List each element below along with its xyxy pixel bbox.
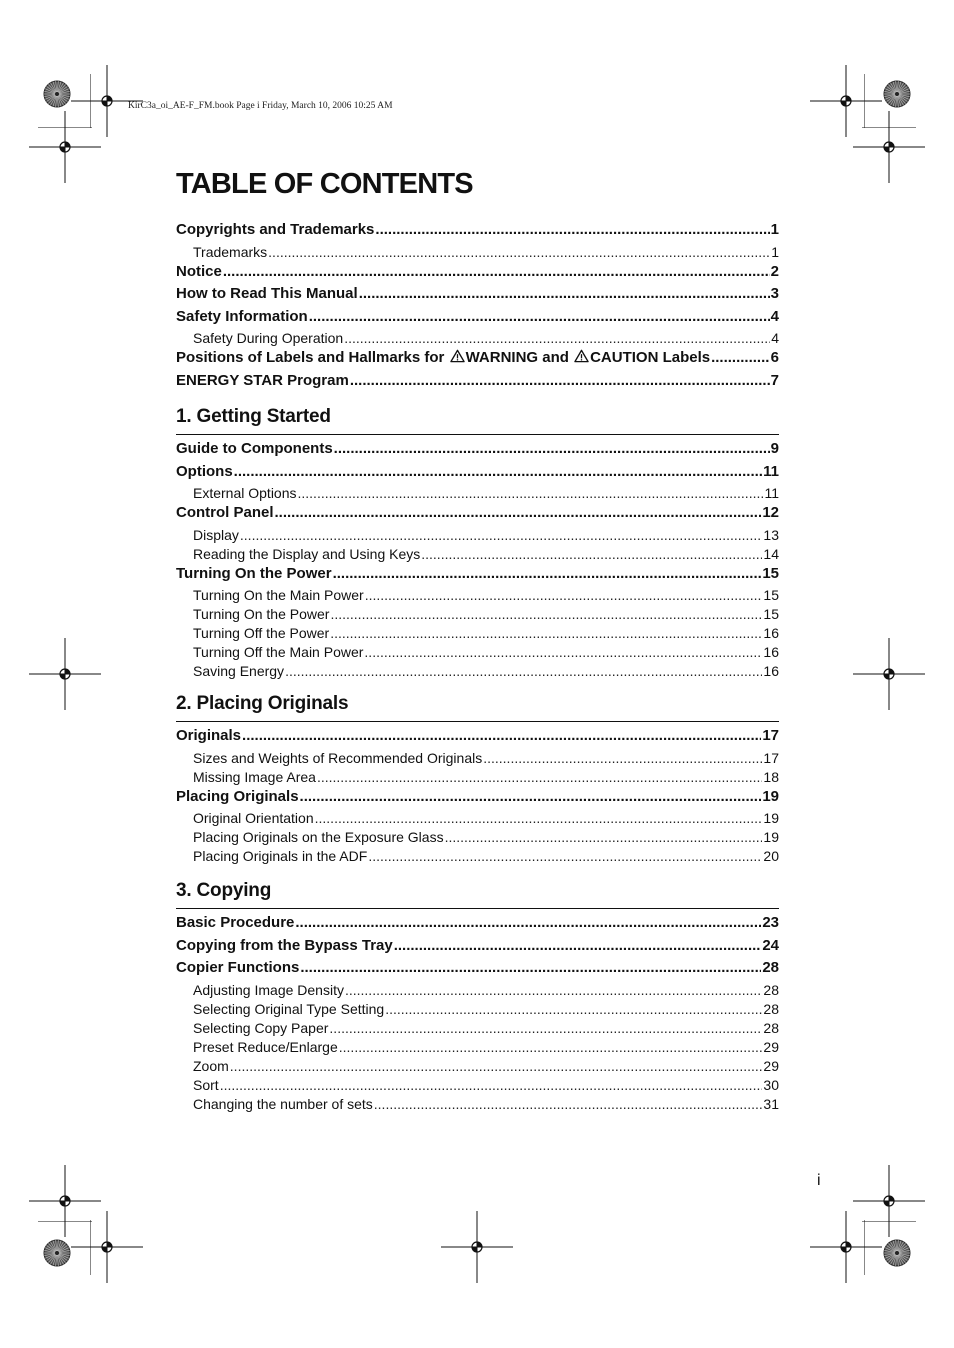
toc-entry-title: Zoom: [193, 1057, 229, 1074]
toc-entry-title: Placing Originals in the ADF: [193, 848, 368, 864]
dot-leader: [295, 914, 761, 931]
crop-line: [90, 1220, 92, 1276]
toc-subentry[interactable]: [176, 1039, 779, 1058]
toc-page-number: 4: [770, 307, 779, 325]
dot-leader: [220, 1077, 763, 1093]
toc-page-number: 16: [763, 663, 779, 679]
dot-leader: [300, 788, 762, 805]
toc-entry-title: Guide to Components: [176, 440, 333, 457]
toc-page-number: 14: [763, 545, 779, 562]
toc-subentry[interactable]: [176, 848, 779, 867]
dot-leader: [365, 587, 763, 603]
toc-entry[interactable]: [176, 959, 779, 982]
toc-page-number: 29: [763, 1038, 779, 1055]
toc-subentry[interactable]: [176, 769, 779, 788]
toc-entry-title-part: CAUTION Labels: [590, 349, 711, 366]
toc-entry-title: Turning On the Main Power: [193, 587, 364, 603]
toc-entry-title: Turning Off the Main Power: [193, 644, 364, 660]
dot-leader: [333, 565, 762, 582]
toc-page-number: 28: [763, 1019, 779, 1036]
toc-entry-title: [176, 349, 710, 366]
toc-subentry[interactable]: [176, 829, 779, 848]
toc-subentry[interactable]: [176, 546, 779, 565]
toc-entry-title: Changing the number of sets: [193, 1095, 373, 1112]
toc-page-number: 12: [762, 504, 779, 521]
toc-page-number: 19: [763, 829, 779, 845]
toc-page-number: 18: [763, 768, 779, 785]
warning-triangle-icon: [450, 349, 465, 363]
dot-leader: [285, 663, 762, 679]
dot-leader: [334, 440, 770, 457]
toc-entry[interactable]: [176, 263, 779, 286]
toc-entry[interactable]: [176, 565, 779, 588]
toc-entry-title: Preset Reduce/Enlarge: [193, 1038, 338, 1055]
dot-leader: [345, 982, 762, 998]
dot-leader: [368, 848, 762, 864]
toc-entry-title: Turning On the Power: [176, 564, 332, 582]
chapter-title: 2. Placing Originals: [176, 693, 779, 722]
registration-crosshair-icon: [853, 638, 925, 710]
dot-leader: [242, 727, 761, 744]
toc-entry-title: Safety Information: [176, 307, 308, 325]
chapter-section: [176, 880, 779, 1115]
starburst-target-icon: [43, 1239, 71, 1267]
toc-page-number: 1: [770, 221, 779, 238]
dot-leader: [329, 1020, 762, 1036]
toc-page-number: 11: [764, 485, 779, 501]
toc-entry-title: Copying from the Bypass Tray: [176, 936, 393, 954]
toc-page-number: 17: [762, 727, 779, 744]
dot-leader: [359, 285, 770, 302]
toc-page-number: 29: [763, 1057, 779, 1074]
toc-page-number: 20: [763, 848, 779, 864]
dot-leader: [230, 1058, 763, 1074]
toc-entry-title: Copyrights and Trademarks: [176, 221, 375, 238]
warning-triangle-icon: [574, 349, 589, 363]
toc-entry-title: Basic Procedure: [176, 914, 295, 931]
toc-page-number: 19: [762, 787, 779, 805]
toc-page-number: 11: [763, 462, 779, 480]
toc-entry-title: Original Orientation: [193, 810, 314, 826]
toc-page-number: 9: [770, 440, 779, 457]
toc-entry-title: Missing Image Area: [193, 768, 316, 785]
toc-page-number: 17: [763, 749, 779, 766]
dot-leader: [350, 372, 770, 389]
toc-page-number: 15: [763, 606, 779, 622]
crop-line: [90, 74, 92, 129]
crop-line: [864, 74, 866, 129]
dot-leader: [298, 485, 764, 501]
dot-leader: [344, 330, 770, 346]
dot-leader: [445, 829, 763, 845]
toc-page-number: 15: [762, 564, 779, 582]
toc-subentry[interactable]: [176, 982, 779, 1001]
dot-leader: [483, 750, 762, 766]
toc-entry-title: Copier Functions: [176, 959, 300, 976]
toc-entry-title: Saving Energy: [193, 663, 285, 679]
toc-entry-title: Turning On the Power: [193, 606, 330, 622]
chapter-title: 1. Getting Started: [176, 406, 779, 435]
toc-subentry[interactable]: [176, 485, 779, 504]
toc-entry[interactable]: [176, 727, 779, 750]
toc-subentry[interactable]: [176, 606, 779, 625]
toc-subentry[interactable]: [176, 663, 779, 682]
dot-leader: [330, 625, 762, 641]
chapter-title: 3. Copying: [176, 880, 779, 909]
dot-leader: [364, 644, 762, 660]
toc-entry[interactable]: [176, 308, 779, 331]
front-matter-toc: [176, 221, 779, 394]
toc-subentry[interactable]: [176, 644, 779, 663]
toc-entry-title: Turning Off the Power: [193, 625, 330, 641]
dot-leader: [234, 463, 762, 480]
print-file-header: KirC3a_oi_AE-F_FM.book Page i Friday, March 10, 2006 10:25 AM: [128, 101, 393, 111]
toc-subentry[interactable]: [176, 1058, 779, 1077]
crop-line: [864, 1220, 866, 1276]
toc-page-number: 30: [763, 1076, 779, 1093]
dot-leader: [374, 1096, 763, 1112]
chapter-section: [176, 406, 779, 682]
toc-subentry[interactable]: [176, 330, 779, 349]
toc-page-number: 3: [770, 285, 779, 302]
toc-page-number: 16: [763, 644, 779, 660]
toc-page-number: 16: [763, 625, 779, 641]
toc-entry-title: Selecting Original Type Setting: [193, 1000, 385, 1017]
toc-entry-title-part: Positions of Labels and Hallmarks for: [176, 349, 449, 366]
toc-entry[interactable]: [176, 285, 779, 308]
toc-page-number: 19: [763, 810, 779, 826]
toc-subentry[interactable]: [176, 625, 779, 644]
toc-entry[interactable]: [176, 440, 779, 463]
toc-entry-title: Selecting Copy Paper: [193, 1019, 329, 1036]
dot-leader: [421, 546, 762, 562]
crop-line: [862, 1221, 917, 1223]
toc-page-number: 6: [770, 349, 779, 366]
dot-leader: [315, 810, 763, 826]
starburst-target-icon: [883, 1239, 911, 1267]
toc-subentry[interactable]: [176, 750, 779, 769]
toc-page-number: 1: [771, 243, 779, 260]
toc-entry[interactable]: [176, 937, 779, 960]
toc-entry-title: Display: [193, 526, 239, 543]
dot-leader: [309, 308, 770, 325]
toc-entry-title: Sizes and Weights of Recommended Originals: [193, 749, 483, 766]
dot-leader: [330, 606, 762, 622]
toc-entry-title-part: WARNING and: [465, 349, 574, 366]
toc-page-number: 28: [762, 959, 779, 976]
starburst-target-icon: [43, 80, 71, 108]
starburst-target-icon: [883, 80, 911, 108]
toc-entry[interactable]: [176, 914, 779, 937]
toc-entry-title: Notice: [176, 262, 222, 280]
toc-entry-title: Sort: [193, 1076, 219, 1093]
toc-entry[interactable]: [176, 221, 779, 244]
dot-leader: [317, 769, 762, 785]
toc-page-number: 28: [763, 981, 779, 998]
toc-subentry[interactable]: [176, 810, 779, 829]
toc-subentry[interactable]: [176, 1077, 779, 1096]
toc-entry[interactable]: [176, 463, 779, 486]
toc-subentry[interactable]: [176, 1001, 779, 1020]
toc-page-number: 7: [770, 371, 779, 389]
toc-subentry[interactable]: [176, 244, 779, 263]
toc-page-number: 31: [763, 1095, 779, 1112]
toc-entry[interactable]: [176, 349, 779, 372]
crop-line: [38, 1221, 93, 1223]
toc-page-number: 13: [763, 526, 779, 543]
toc-subentry[interactable]: [176, 1020, 779, 1039]
toc-entry[interactable]: [176, 788, 779, 811]
dot-leader: [394, 937, 762, 954]
toc-page-number: 4: [771, 330, 779, 346]
toc-entry-title: Safety During Operation: [193, 330, 344, 346]
dot-leader: [375, 221, 769, 238]
toc-entry-title: Placing Originals on the Exposure Glass: [193, 829, 444, 845]
toc-entry[interactable]: [176, 372, 779, 395]
dot-leader: [300, 959, 761, 976]
toc-entry-title: Placing Originals: [176, 787, 299, 805]
dot-leader: [339, 1039, 763, 1055]
toc-subentry[interactable]: [176, 587, 779, 606]
dot-leader: [240, 527, 763, 543]
toc-page-number: 15: [763, 587, 779, 603]
dot-leader: [711, 349, 770, 366]
toc-entry[interactable]: [176, 504, 779, 527]
dot-leader: [223, 263, 770, 280]
chapter-section: [176, 693, 779, 867]
toc-entry-title: Originals: [176, 727, 242, 744]
toc-entry-title: Control Panel: [176, 504, 274, 521]
toc-entry-title: ENERGY STAR Program: [176, 371, 349, 389]
crop-line: [862, 127, 917, 129]
toc-entry-title: How to Read This Manual: [176, 285, 358, 302]
toc-subentry[interactable]: [176, 527, 779, 546]
dot-leader: [268, 244, 770, 260]
toc-subentry[interactable]: [176, 1096, 779, 1115]
toc-page-number: 28: [763, 1000, 779, 1017]
dot-leader: [385, 1001, 762, 1017]
toc-entry-title: Trademarks: [193, 243, 268, 260]
toc-entry-title: Options: [176, 462, 233, 480]
toc-page-number: 24: [762, 936, 779, 954]
page-title: TABLE OF CONTENTS: [176, 168, 473, 200]
toc-entry-title: Reading the Display and Using Keys: [193, 545, 421, 562]
crop-line: [38, 127, 93, 129]
dot-leader: [275, 504, 762, 521]
toc-page-number: 23: [762, 914, 779, 931]
registration-crosshair-icon: [441, 1211, 513, 1283]
toc-page-number: 2: [770, 262, 779, 280]
toc-entry-title: External Options: [193, 485, 297, 501]
toc-entry-title: Adjusting Image Density: [193, 981, 344, 998]
registration-crosshair-icon: [29, 638, 101, 710]
page-number: i: [817, 1172, 821, 1189]
